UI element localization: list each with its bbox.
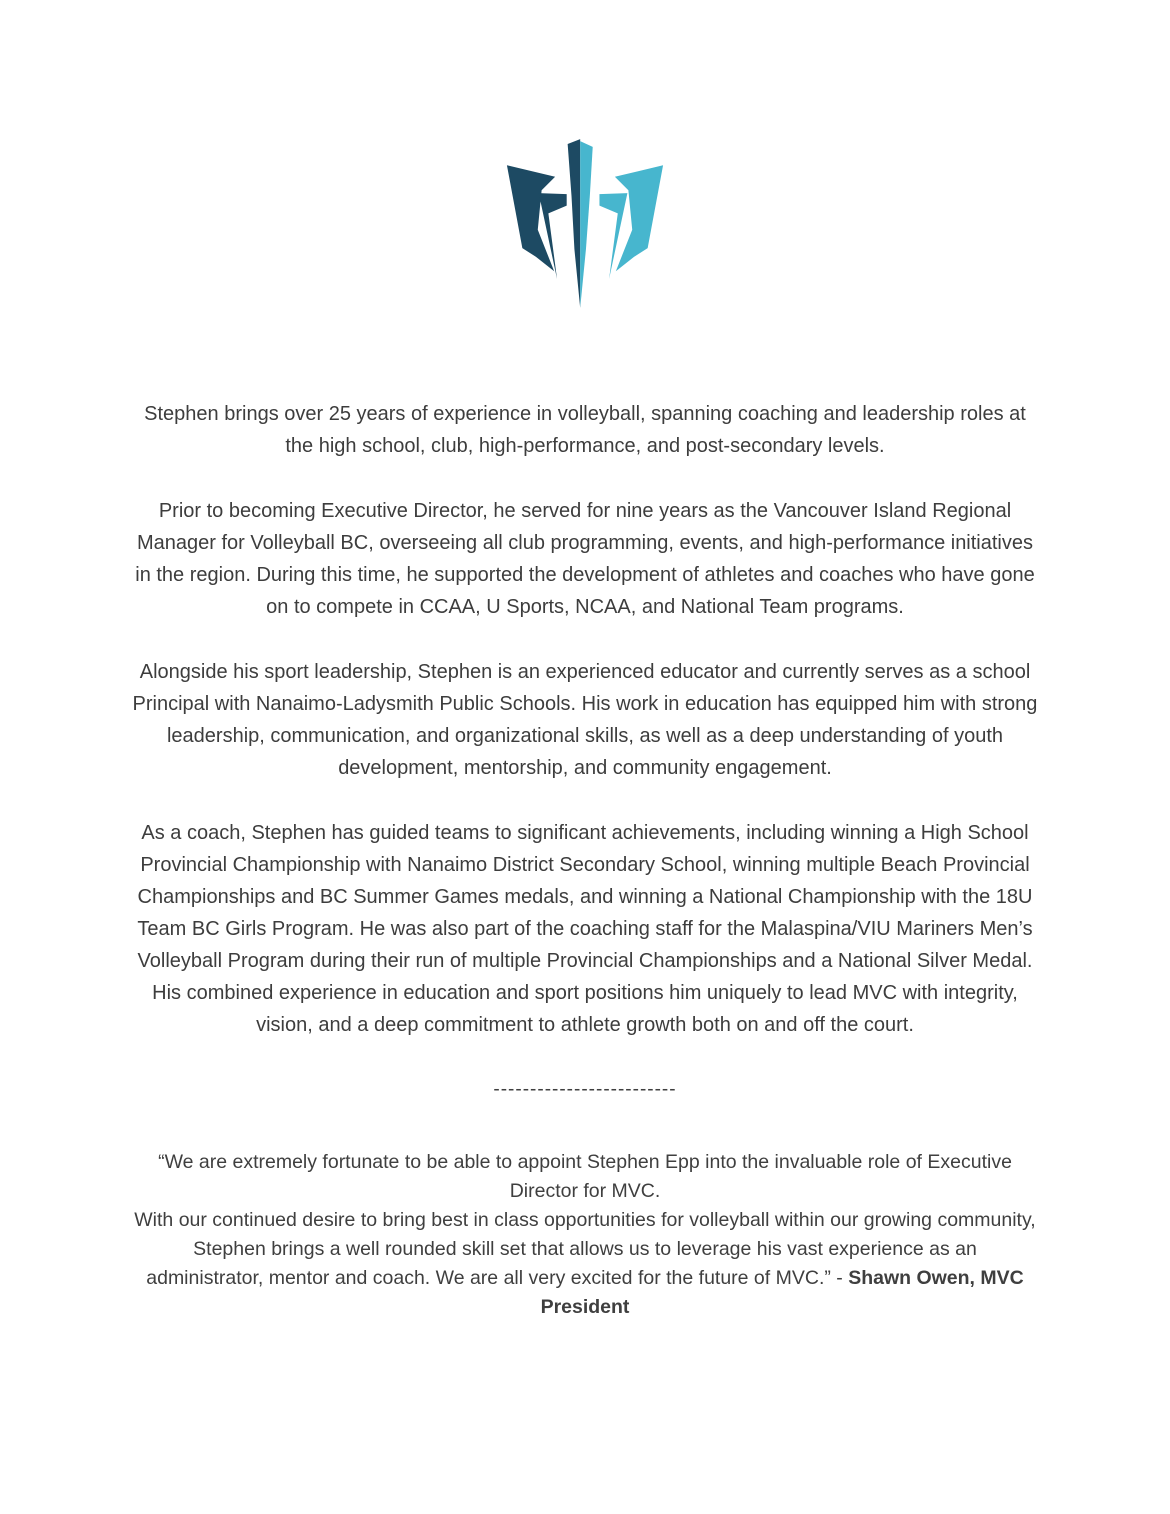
article-body	[130, 398, 1040, 1106]
logo-leg-right	[599, 193, 627, 279]
logo	[0, 0, 1170, 310]
logo-blade-left	[568, 139, 581, 308]
paragraph-regional-manager: Prior to becoming Executive Director, he served for nine years as the Vancouver Island Regional Manager for Volleyball BC, overseeing all club programming, events, and high-performance initiatives in the region. During this time, he supported the development of athletes and coaches who have gone on to compete in CCAA, U Sports, NCAA, and National Team programs.	[135, 500, 1035, 618]
paragraph-coaching-achievements: As a coach, Stephen has guided teams to significant achievements, including winning a High School Provincial Championship with Nanaimo District Secondary School, winning multiple Beach Provincial Championships and BC Summer Games medals, and winning a National Championship with the 18U Team BC Girls Program. He was also part of the coaching staff for the Malaspina/VIU Mariners Men’s Volleyball Program during their run of multiple Provincial Championships and a National Silver Medal. His combined experience in education and sport positions him uniquely to lead MVC with integrity, vision, and a deep commitment to athlete growth both on and off the court.	[137, 822, 1033, 1036]
quote-paragraph-1: “We are extremely fortunate to be able to appoint Stephen Epp into the invaluable role of Executive Director for MVC.	[158, 1151, 1012, 1202]
mvc-logo-icon	[505, 138, 665, 310]
quote-text: With our continued desire to bring best in class opportunities for volleyball within our growing community, Stephen brings a well rounded skill set that allows us to leverage his vast experience as an administrator, mentor and coach. We are all very excited for the future of MVC.”	[134, 1209, 1036, 1289]
quote-paragraph-2	[133, 1206, 1038, 1322]
quote-section	[133, 1148, 1038, 1322]
logo-blade-right	[580, 141, 593, 308]
paragraph-experience: Stephen brings over 25 years of experience in volleyball, spanning coaching and leadership roles at the high school, club, high-performance, and post-secondary levels.	[144, 403, 1026, 457]
quote-separator: -	[836, 1267, 843, 1289]
logo-wing-right	[615, 165, 663, 271]
divider-dashes: -------------------------	[493, 1079, 677, 1100]
logo-leg-left	[539, 193, 567, 279]
paragraph-educator: Alongside his sport leadership, Stephen is an experienced educator and currently serves as a school Principal with Nanaimo-Ladysmith Public Schools. His work in education has equipped him with strong leadership, communication, and organizational skills, as well as a deep understanding of youth development, mentorship, and community engagement.	[132, 661, 1038, 779]
quote-attribution: Shawn Owen, MVC President	[540, 1267, 1024, 1318]
